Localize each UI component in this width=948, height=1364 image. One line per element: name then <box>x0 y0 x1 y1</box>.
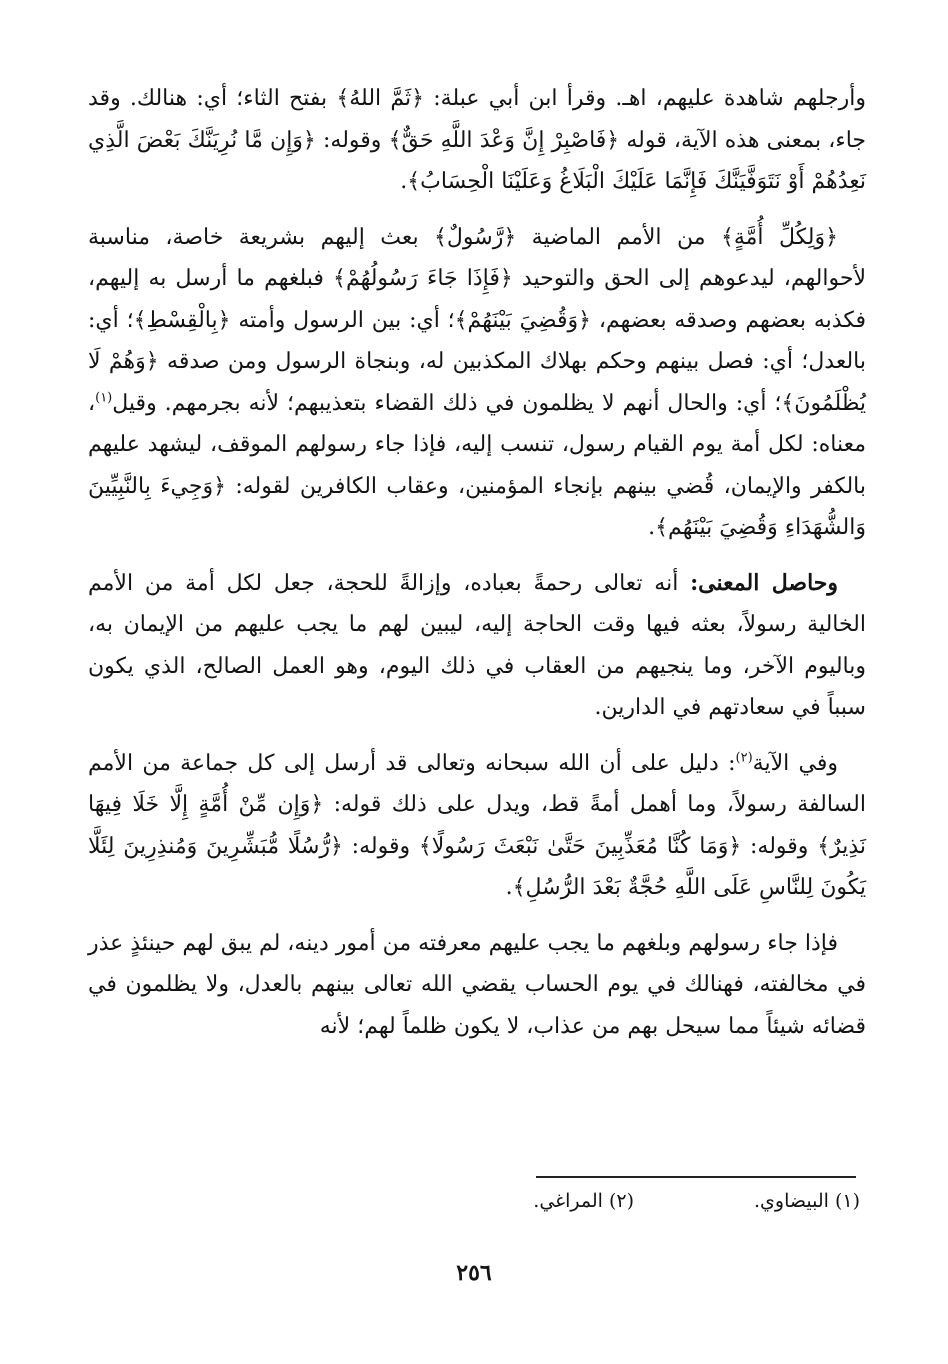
paragraph-2-text: ﴿وَلِكُلِّ أُمَّةٍ﴾ من الأمم الماضية ﴿رَّسُولٌ﴾ بعث إليهم بشريعة خاصة، مناسبة لأحوالهم، ليدعوهم إلى الحق والتوحيد ﴿فَإِذَا جَاءَ رَسُولُهُمْ﴾ فبلغهم ما أرسل به إليهم، فكذبه بعضهم وصدقه بعضهم، ﴿وَقُضِيَ بَيْنَهُمْ﴾؛ أي: بين الرسول وأمته ﴿بِالْقِسْطِ﴾؛ أي: بالعدل؛ أي: فصل بينهم وحكم بهلاك المكذبين له، وبنجاة الرسول ومن صدقه ﴿وَهُمْ لَا يُظْلَمُونَ﴾؛ أي: والحال أنهم لا يظلمون في ذلك القضاء بتعذيبهم؛ لأنه بجرمهم. وقيل <box>88 224 866 416</box>
paragraph-3-lead: وحاصل المعنى: <box>690 569 839 596</box>
footnote-separator <box>536 1176 856 1178</box>
footnote-1: (١) البيضاوي. <box>754 1190 860 1212</box>
paragraph-3-text: أنه تعالى رحمةً بعباده، وإزالةً للحجة، جعل لكل أمة من الأمم الخالية رسولاً، بعثه فيها وقت الحاجة إليه، ليبين لهم ما يجب عليهم من الإيمان به، وباليوم الآخر، وما ينجيهم من العقاب في ذلك اليوم، وهو العمل الصالح، الذي يكون سبباً في سعادتهم في الدارين. <box>88 570 866 720</box>
page-body <box>88 78 866 1047</box>
paragraph-5 <box>88 923 866 1048</box>
paragraph-4 <box>88 743 866 909</box>
page-number: ٢٥٦ <box>456 1260 492 1286</box>
paragraph-5-text: فإذا جاء رسولهم وبلغهم ما يجب عليهم معرفته من أمور دينه، لم يبق لهم حينئذٍ عذر في مخالفته، فهنالك في يوم الحساب يقضي الله تعالى بينهم بالعدل، ولا يظلمون في قضائه شيئاً مما سيحل بهم من عذاب، لا يكون ظلماً لهم؛ لأنه <box>88 930 866 1039</box>
paragraph-3 <box>88 563 866 729</box>
paragraph-2-text-cont: ، معناه: لكل أمة يوم القيام رسول، تنسب إليه، فإذا جاء رسولهم الموقف، ليشهد عليهم بالكفر والإيمان، قُضي بينهم بإنجاء المؤمنين، وعقاب الكافرين لقوله: ﴿وَجِيءَ بِالنَّبِيِّينَ وَالشُّهَدَاءِ وَقُضِيَ بَيْنَهُم﴾. <box>88 390 866 540</box>
footnote-ref-2: (٢) <box>735 750 753 766</box>
paragraph-4-text: وفي الآية <box>752 750 838 776</box>
footnote-ref-1: (١) <box>95 390 113 406</box>
footnote-2: (٢) المراغي. <box>533 1190 635 1212</box>
paragraph-2 <box>88 217 866 549</box>
paragraph-1-text: وأرجلهم شاهدة عليهم، اهـ. وقرأ ابن أبي عبلة: ﴿ثَمَّ اللهُ﴾ بفتح الثاء؛ أي: هنالك. وقد جاء، بمعنى هذه الآية، قوله ﴿فَاصْبِرْ إِنَّ وَعْدَ اللَّهِ حَقٌّ﴾ وقوله: ﴿وَإِن مَّا نُرِيَنَّكَ بَعْضَ الَّذِي نَعِدُهُمْ أَوْ نَتَوَفَّيَنَّكَ فَإِنَّمَا عَلَيْكَ الْبَلَاغُ وَعَلَيْنَا الْحِسَابُ﴾. <box>88 86 866 194</box>
footnotes <box>300 1190 860 1212</box>
paragraph-1 <box>88 78 866 203</box>
paragraph-4-text-cont: : دليل على أن الله سبحانه وتعالى قد أرسل إلى كل جماعة من الأمم السالفة رسولاً، وما أهمل أمةً قط، ويدل على ذلك قوله: ﴿وَإِن مِّنْ أُمَّةٍ إِلَّا خَلَا فِيهَا نَذِيرٌ﴾ وقوله: ﴿وَمَا كُنَّا مُعَذِّبِينَ حَتَّىٰ نَبْعَثَ رَسُولًا﴾ وقوله: ﴿رُّسُلًا مُّبَشِّرِينَ وَمُنذِرِينَ لِئَلَّا يَكُونَ لِلنَّاسِ عَلَى اللَّهِ حُجَّةٌ بَعْدَ الرُّسُلِ﴾. <box>88 750 866 900</box>
